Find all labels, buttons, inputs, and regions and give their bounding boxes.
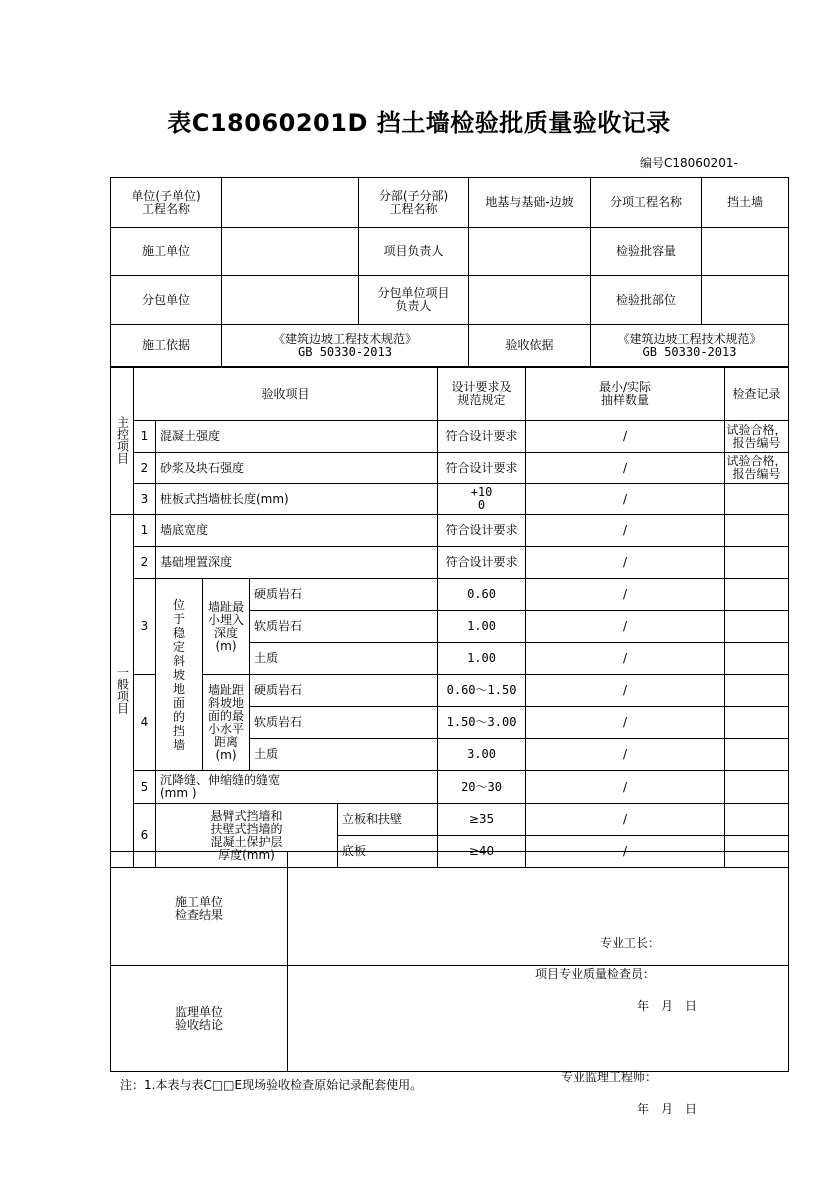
supervising-engineer-label: 专业监理工程师： <box>561 1069 658 1084</box>
check-record[interactable] <box>725 771 789 804</box>
construction-basis-value: 《建筑边坡工程技术规范》 GB 50330-2013 <box>222 325 469 367</box>
item-number: 4 <box>134 675 156 771</box>
table-row <box>111 484 789 515</box>
header-table <box>110 177 789 367</box>
item-number: 1 <box>134 515 156 547</box>
sub-item-label: 分项工程名称 <box>591 178 702 228</box>
sample-count[interactable]: / <box>526 739 725 771</box>
date-label: 年 月 日 <box>637 1101 698 1116</box>
acceptance-basis-label: 验收依据 <box>469 325 591 367</box>
batch-location-value[interactable] <box>702 276 789 325</box>
supervision-label: 监理单位 验收结论 <box>111 966 288 1072</box>
check-record[interactable] <box>725 707 789 739</box>
batch-location-label: 检验批部位 <box>591 276 702 325</box>
design-requirement: 1.00 <box>438 611 526 643</box>
sample-count[interactable]: / <box>526 643 725 675</box>
item-number: 3 <box>134 579 156 675</box>
table-row <box>111 515 789 547</box>
design-requirement: 符合设计要求 <box>438 453 526 484</box>
main-control-label: 主控项目 <box>111 368 134 515</box>
design-requirement: +10 0 <box>438 484 526 515</box>
item-number: 2 <box>134 453 156 484</box>
table-row <box>111 421 789 453</box>
design-requirement: 0.60 <box>438 579 526 611</box>
sub-division-label: 分部(子分部) 工程名称 <box>359 178 469 228</box>
item-number: 3 <box>134 484 156 515</box>
cover-thickness-label: 悬臂式挡墙和 扶壁式挡墙的 混凝土保护层 厚度(mm) <box>156 804 338 868</box>
check-record[interactable] <box>725 611 789 643</box>
check-record[interactable] <box>725 804 789 836</box>
subcontract-unit-label: 分包单位 <box>111 276 222 325</box>
acceptance-basis-value: 《建筑边坡工程技术规范》 GB 50330-2013 <box>591 325 789 367</box>
form-title: 表C18060201D 挡土墙检验批质量验收记录 <box>167 109 671 137</box>
col-design-header: 设计要求及 规范规定 <box>438 368 526 421</box>
sample-count[interactable]: / <box>526 453 725 484</box>
sample-count[interactable]: / <box>526 804 725 836</box>
subcontract-manager-label: 分包单位项目 负责人 <box>359 276 469 325</box>
sample-count[interactable]: / <box>526 547 725 579</box>
batch-capacity-value[interactable] <box>702 228 789 276</box>
sample-count[interactable]: / <box>526 771 725 804</box>
item-name: 混凝土强度 <box>156 421 438 453</box>
item-name: 桩板式挡墙桩长度(mm) <box>156 484 438 515</box>
soil-type: 土质 <box>250 739 438 771</box>
design-requirement: 3.00 <box>438 739 526 771</box>
table-row <box>111 675 789 707</box>
construction-unit-value[interactable] <box>222 228 359 276</box>
check-record[interactable] <box>725 484 789 515</box>
table-row <box>111 547 789 579</box>
design-requirement: 20～30 <box>438 771 526 804</box>
sample-count[interactable]: / <box>526 836 725 868</box>
table-row <box>111 453 789 484</box>
check-record[interactable] <box>725 515 789 547</box>
item-name: 基础埋置深度 <box>156 547 438 579</box>
member-part: 立板和扶壁 <box>338 804 438 836</box>
check-record[interactable] <box>725 547 789 579</box>
member-part: 底板 <box>338 836 438 868</box>
item-name: 墙底宽度 <box>156 515 438 547</box>
item-number: 1 <box>134 421 156 453</box>
slope-wall-label: 位于稳定斜坡地面的挡墙 <box>156 579 203 771</box>
item-name: 砂浆及块石强度 <box>156 453 438 484</box>
sample-count[interactable]: / <box>526 675 725 707</box>
supervision-area[interactable] <box>288 966 789 1116</box>
qc-inspector-label: 项目专业质量检查员： <box>535 966 656 981</box>
check-record[interactable]: 试验合格，报告编号 <box>725 421 789 453</box>
check-record[interactable] <box>725 675 789 707</box>
col-record-header: 检查记录 <box>725 368 789 421</box>
design-requirement: ≥35 <box>438 804 526 836</box>
unit-project-label: 单位(子单位) 工程名称 <box>111 178 222 228</box>
construction-unit-label: 施工单位 <box>111 228 222 276</box>
sample-count[interactable]: / <box>526 579 725 611</box>
soil-type: 软质岩石 <box>250 611 438 643</box>
sample-count[interactable]: / <box>526 484 725 515</box>
check-record[interactable] <box>725 643 789 675</box>
design-requirement: 1.50～3.00 <box>438 707 526 739</box>
table-row <box>111 579 789 611</box>
horizontal-distance-label: 墙趾距斜坡地面的最小水平距离(m) <box>203 675 250 771</box>
table-row <box>111 804 789 836</box>
soil-type: 硬质岩石 <box>250 579 438 611</box>
sub-division-value[interactable]: 地基与基础-边坡 <box>469 178 591 228</box>
sample-count[interactable]: / <box>526 421 725 453</box>
construction-result-label: 施工单位 检查结果 <box>111 852 288 966</box>
design-requirement: 符合设计要求 <box>438 515 526 547</box>
construction-basis-label: 施工依据 <box>111 325 222 367</box>
batch-capacity-label: 检验批容量 <box>591 228 702 276</box>
check-record[interactable] <box>725 579 789 611</box>
design-requirement: 0.60～1.50 <box>438 675 526 707</box>
soil-type: 硬质岩石 <box>250 675 438 707</box>
foreman-label: 专业工长： <box>600 935 661 950</box>
project-manager-value[interactable] <box>469 228 591 276</box>
check-record[interactable]: 试验合格，报告编号 <box>725 453 789 484</box>
item-number: 6 <box>134 804 156 868</box>
general-items-label: 一般项目 <box>111 515 134 868</box>
design-requirement: 符合设计要求 <box>438 421 526 453</box>
design-requirement: ≥40 <box>438 836 526 868</box>
sample-count[interactable]: / <box>526 515 725 547</box>
document-number: 编号C18060201- <box>640 156 738 170</box>
project-manager-label: 项目负责人 <box>359 228 469 276</box>
embed-depth-label: 墙趾最小埋入深度(m) <box>203 579 250 675</box>
soil-type: 软质岩石 <box>250 707 438 739</box>
table-row <box>111 771 789 804</box>
design-requirement: 符合设计要求 <box>438 547 526 579</box>
unit-project-value[interactable] <box>222 178 359 228</box>
item-number: 5 <box>134 771 156 804</box>
sample-count[interactable]: / <box>526 707 725 739</box>
date-label: 年 月 日 <box>637 998 698 1013</box>
subcontract-manager-value[interactable] <box>469 276 591 325</box>
item-name: 沉降缝、伸缩缝的缝宽 (mm ) <box>156 771 438 804</box>
col-sample-header: 最小/实际 抽样数量 <box>526 368 725 421</box>
sample-count[interactable]: / <box>526 611 725 643</box>
col-item-header: 验收项目 <box>134 368 438 421</box>
footnote: 注：1.本表与表C□□E现场验收检查原始记录配套使用。 <box>120 1078 423 1092</box>
subcontract-unit-value[interactable] <box>222 276 359 325</box>
items-table <box>110 367 789 868</box>
check-record[interactable] <box>725 739 789 771</box>
item-number: 2 <box>134 547 156 579</box>
construction-result-area[interactable] <box>288 852 789 1013</box>
soil-type: 土质 <box>250 643 438 675</box>
sub-item-value[interactable]: 挡土墙 <box>702 178 789 228</box>
design-requirement: 1.00 <box>438 643 526 675</box>
